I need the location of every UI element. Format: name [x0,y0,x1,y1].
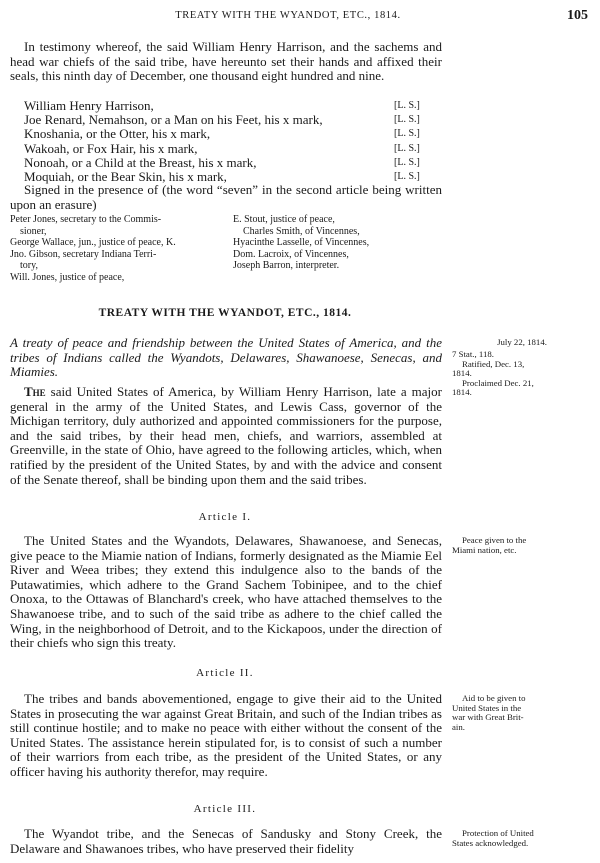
preamble-first-word: The [24,384,46,399]
side-note-date [452,338,592,348]
side-note-line: States acknowledged. [452,837,529,848]
treaty-intro: A treaty of peace and friendship between the United States of America, and the tribes of Indians called the Wyandots, Delawares, Shawanoese, Senecas, and Miamies. [10,335,442,380]
witness-line: Hyacinthe Lasselle, of Vincennes, [233,237,370,248]
article-3-text: The Wyandot tribe, and the Senecas of Sandusky and Stony Creek, the Delaware and Shawanoes tribes, who have preserved their fidelity [10,826,442,856]
witness-line: sioner, [20,225,47,237]
seal-mark: [L. S.] [394,100,420,111]
article-1-heading: Article I. [198,511,252,523]
witness-line: Peter Jones, secretary to the Commis- [10,214,162,225]
seal-mark: [L. S.] [394,114,420,126]
side-note-line: United States in the [452,702,522,713]
side-note-article-2 [452,694,592,732]
signatory-row [24,156,434,170]
witness-line: Will. Jones, justice of peace, [10,271,125,283]
treaty-title: TREATY WITH THE WYANDOT, ETC., 1814. [98,307,352,319]
side-note-statute [452,350,592,398]
side-note-line: Proclaimed Dec. 21, [462,377,534,388]
signatory-name: Wakoah, or Fox Hair, his x mark, [24,140,198,156]
preamble-text: said United States of America, by William Henry Harrison, late a major general in the army of the United States, and Lewis Cass, governor of the Michigan territory, duly authorized and appointed commissioners for the purpose, and the said tribes, by their head men, chiefs, and warriors, assembled at Greenville, in the state of Ohio, have agreed to the following articles, which, when ratified by the president of the United States, by and with the advice and consent of the Senate thereof, shall be binding upon them and the said tribes. [10,384,442,487]
side-note-line: ain. [452,721,465,732]
side-note-line: Aid to be given to [462,693,526,703]
signatory-name: Nonoah, or a Child at the Breast, his x mark, [24,154,257,170]
seal-mark: [L. S.] [394,156,420,168]
side-note-line: Miami nation, etc. [452,544,517,555]
side-note-line: Protection of United [462,828,534,838]
side-note-article-1 [452,536,592,555]
witnesses-right-column [233,214,443,272]
signatory-name: Joe Renard, Nemahson, or a Man on his Feet, his x mark, [24,112,323,128]
article-2-heading: Article II. [196,667,254,679]
article-1-text: The United States and the Wyandots, Delawares, Shawanoese, and Senecas, give peace to the Miamie nation of Indians, formerly designated as the Miamie Eel River and Weea tribes; they extend this indulgence also to the bands of the Putawatimies, which adhere to the Grand Sachem Tobinipee, and to the chief Onoxa, to the Ottawas of Blanchard's creek, who have attached themselves to the Shawanoese tribe, and to such of the said tribe as adhere to the chief called the Wing, in the neighborhood of Detroit, and to the Kickapoos, under the direction of their chiefs who sign this treaty. [10,533,442,651]
witness-line: Jno. Gibson, secretary Indiana Terri- [10,248,157,260]
testimonium-paragraph: In testimony whereof, the said William Henry Harrison, and the sachems and head war chiefs of the said tribe, have hereunto set their hands and affixed their seals, this ninth day of December, one thousand eight hundred and nine. [10,39,442,84]
side-note-line: 7 Stat., 118. [452,349,494,359]
signatory-row [24,99,434,113]
witness-line: Charles Smith, of Vincennes, [243,225,360,237]
side-note-line: Ratified, Dec. 13, [462,358,525,369]
witness-statement: Signed in the presence of (the word “seven” in the second article being written upon an erasure) [10,182,442,212]
side-note-line: 1814. [452,368,472,379]
witness-line: E. Stout, justice of peace, [233,214,335,225]
signatory-row [24,127,434,141]
running-head-title: TREATY WITH THE WYANDOT, ETC., 1814. [175,10,401,21]
side-note-line: 1814. [452,387,472,398]
seal-mark: [L. S.] [394,171,420,182]
seal-mark: [L. S.] [394,142,420,154]
seal-mark: [L. S.] [394,128,420,140]
signatory-name: Moquiah, or the Bear Skin, his x mark, [24,169,227,184]
witness-line: George Wallace, jun., justice of peace, K. [10,237,176,248]
witness-line: Dom. Lacroix, of Vincennes, [233,248,349,260]
signatory-row [24,142,434,156]
side-note-article-3 [452,829,592,848]
witness-line: tory, [20,260,38,271]
signatory-name: William Henry Harrison, [24,98,154,113]
preamble-paragraph [10,385,442,487]
signatory-name: Knoshania, or the Otter, his x mark, [24,126,211,142]
witnesses-left-column [10,214,230,283]
side-note-line: war with Great Brit- [452,712,524,723]
page-number: 105 [567,8,588,23]
running-head [10,8,590,24]
article-2-text: The tribes and bands abovementioned, engage to give their aid to the United States in prosecuting the war against Great Britain, and such of the Indian tribes as still continue hostile; and to make no peace with either without the consent of the United States. The assistance herein stipulated for, is to consist of such a number of their warriors from each tribe, as the president of the United States, or any officer having his authority therefor, may require. [10,691,442,779]
signatory-row [24,113,434,127]
article-3-heading: Article III. [193,803,257,815]
side-note-date-text: July 22, 1814. [497,337,547,347]
witness-line: Joseph Barron, interpreter. [233,260,340,271]
side-note-line: Peace given to the [462,535,527,545]
